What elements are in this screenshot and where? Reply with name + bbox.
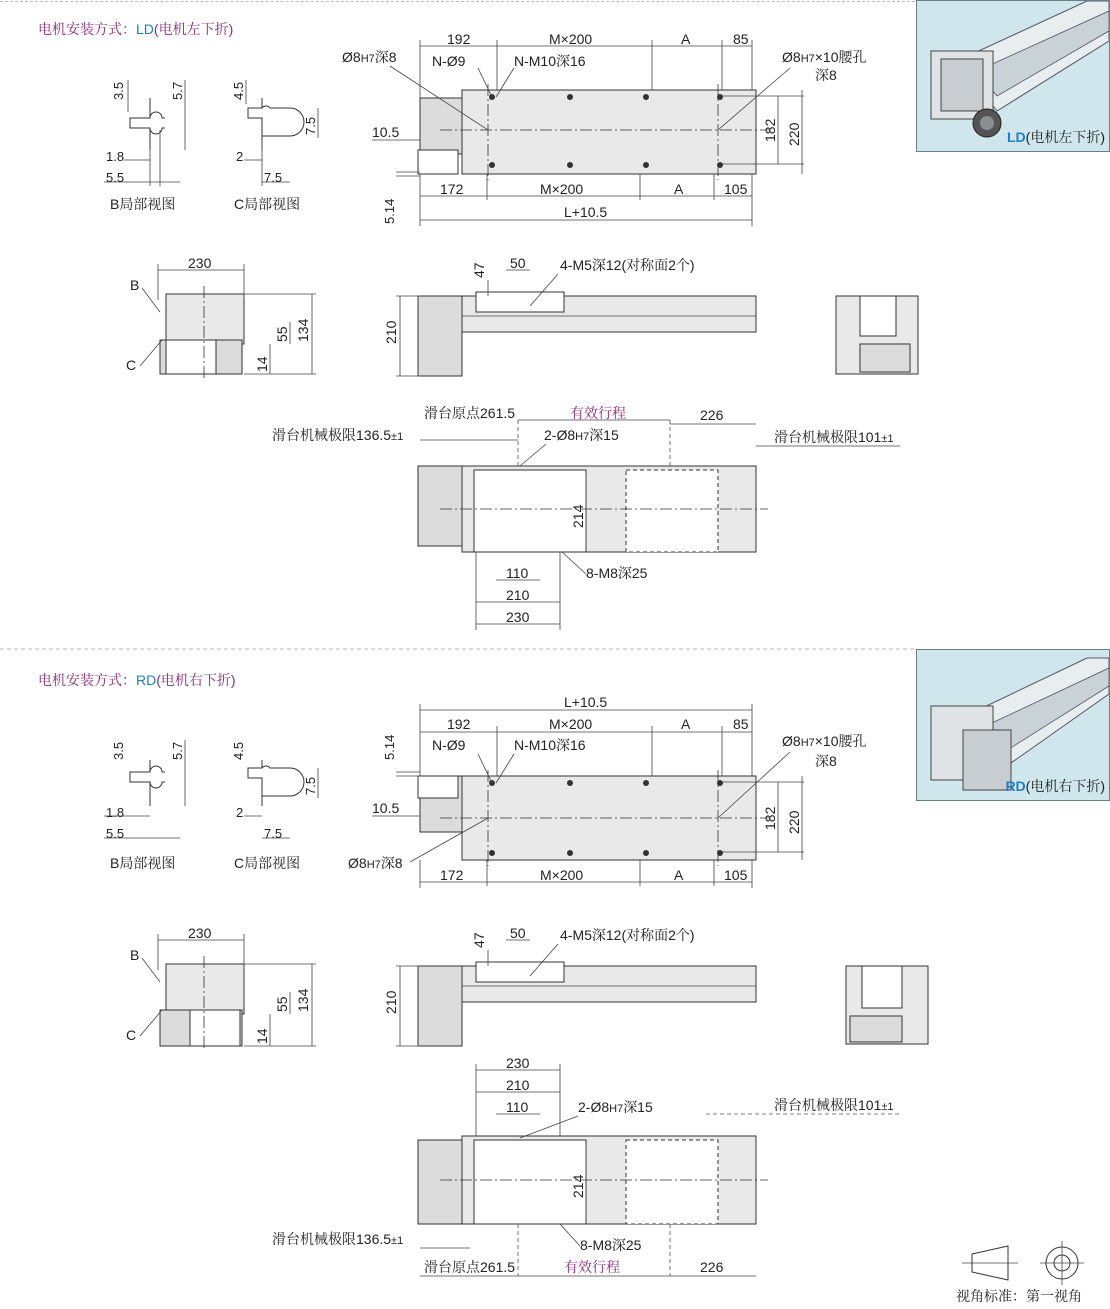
dim-85: 85 [733, 31, 749, 47]
dim-8m8-2: 8-M8深25 [580, 1237, 642, 1253]
side-view-rd [126, 925, 316, 1050]
dim-slot-hole-2: Ø8H7×10腰孔 [782, 733, 867, 749]
dim-55: 55 [274, 326, 290, 342]
label-c: C [126, 357, 137, 373]
dim-8m8: 8-M8深25 [586, 565, 648, 581]
dim-110-2: 110 [506, 1099, 529, 1115]
dim-5-14-2: 5.14 [382, 734, 397, 760]
dim-5-14: 5.14 [382, 198, 397, 224]
dim-230-stroke-2: 230 [506, 1055, 530, 1071]
top-view-ld [342, 31, 867, 226]
dim-134-2: 134 [295, 988, 311, 1012]
dim-5-5: 5.5 [106, 170, 125, 185]
dim-a: A [681, 31, 691, 47]
dim-47: 47 [471, 262, 487, 278]
dim-55-2: 55 [274, 996, 290, 1012]
label-c-2: C [126, 1027, 137, 1043]
projection-symbol [962, 1241, 1084, 1285]
dim-210-front-2: 210 [383, 990, 399, 1014]
dim-192: 192 [447, 31, 471, 47]
dim-7-5-vb: 7.5 [303, 776, 318, 795]
dim-limit-left: 滑台机械极限136.5±1 [272, 427, 404, 443]
dim-50-2: 50 [510, 925, 526, 941]
c-view-caption: C局部视图 [234, 196, 301, 212]
dim-7-5-v: 7.5 [303, 116, 318, 135]
dim-220-2: 220 [786, 810, 802, 834]
dim-a-b2: A [674, 867, 684, 883]
dim-l-plus: L+10.5 [564, 204, 608, 220]
dim-10-5: 10.5 [372, 124, 400, 140]
dim-n-phi9-2: N-Ø9 [432, 737, 466, 753]
label-b: B [130, 277, 140, 293]
product-photo-rd [916, 649, 1110, 801]
dim-2phi8-2: 2-Ø8H7深15 [578, 1099, 653, 1115]
projection-caption: 视角标准：第一视角 [956, 1288, 1082, 1304]
dim-a-b: A [674, 181, 684, 197]
stroke-view-ld [272, 405, 900, 630]
dim-110: 110 [506, 565, 529, 581]
dim-4-5: 4.5 [231, 81, 246, 100]
b-local-view-ld [104, 80, 185, 212]
b-view-caption: B局部视图 [110, 196, 176, 212]
dim-slot-depth-2: 深8 [815, 753, 837, 769]
dim-mx200-b2: M×200 [540, 867, 584, 883]
top-view-rd [348, 694, 867, 888]
dim-14-2: 14 [254, 1028, 270, 1044]
photo-caption-rd: RD(电机右下折) [1005, 778, 1105, 794]
dim-230-side: 230 [188, 255, 212, 271]
section-title-rd: 电机安装方式：RD(电机右下折) [38, 672, 236, 688]
dim-214-2: 214 [570, 1174, 586, 1198]
dim-5-7-b: 5.7 [170, 741, 185, 760]
dim-phi8-hole: Ø8H7深8 [342, 49, 397, 65]
dim-limit-right-2: 滑台机械极限101±1 [774, 1097, 894, 1113]
dim-origin-2: 滑台原点261.5 [424, 1259, 516, 1275]
dim-n-phi9: N-Ø9 [432, 53, 466, 69]
dim-3-5-b: 3.5 [111, 741, 126, 760]
dim-slot-depth: 深8 [815, 67, 837, 83]
dim-5-7: 5.7 [170, 81, 185, 100]
dim-slot-hole: Ø8H7×10腰孔 [782, 49, 867, 65]
dim-origin: 滑台原点261.5 [424, 405, 516, 421]
c-local-view-rd [231, 742, 318, 871]
dim-2phi8: 2-Ø8H7深15 [544, 427, 619, 443]
dim-2: 2 [236, 149, 244, 164]
dim-n-m10: N-M10深16 [514, 53, 586, 69]
dim-3-5: 3.5 [111, 81, 126, 100]
dim-105: 105 [724, 181, 748, 197]
dim-182: 182 [762, 118, 778, 142]
dim-210-stroke: 210 [506, 587, 530, 603]
dim-n-m10-2: N-M10深16 [514, 737, 586, 753]
front-view-ld [383, 255, 918, 376]
dim-192-2: 192 [447, 716, 471, 732]
c-view-caption-2: C局部视图 [234, 855, 301, 871]
dim-14: 14 [254, 356, 270, 372]
photo-caption-ld: LD(电机左下折) [1007, 129, 1105, 145]
dim-47-2: 47 [471, 932, 487, 948]
dim-50: 50 [510, 255, 526, 271]
dim-5-5-b: 5.5 [106, 826, 125, 841]
dim-10-5-2: 10.5 [372, 800, 400, 816]
dim-1-8-b: 1.8 [106, 805, 125, 820]
dim-4m5-2: 4-M5深12(对称面2个) [560, 927, 695, 943]
dim-134: 134 [295, 318, 311, 342]
dim-l-plus-2: L+10.5 [564, 694, 608, 710]
dim-limit-left-2: 滑台机械极限136.5±1 [272, 1231, 404, 1247]
dim-mx200: M×200 [549, 31, 593, 47]
dim-a-2: A [681, 716, 691, 732]
b-local-view-rd [104, 740, 185, 871]
dim-4m5: 4-M5深12(对称面2个) [560, 257, 695, 273]
dim-220: 220 [786, 122, 802, 146]
dim-230-stroke: 230 [506, 609, 530, 625]
side-view-ld [126, 255, 316, 380]
stroke-view-rd [272, 1055, 900, 1276]
dim-phi8-hole-2: Ø8H7深8 [348, 855, 403, 871]
dim-105-2: 105 [724, 867, 748, 883]
dim-7-5-hb: 7.5 [264, 826, 283, 841]
section-title-ld: 电机安装方式：LD(电机左下折) [38, 21, 234, 37]
dim-226-2: 226 [700, 1259, 724, 1275]
dim-7-5-h: 7.5 [264, 170, 283, 185]
dim-214: 214 [570, 504, 586, 528]
dim-182-2: 182 [762, 806, 778, 830]
dim-mx200-b: M×200 [540, 181, 584, 197]
dim-mx200-2: M×200 [549, 716, 593, 732]
dim-230-side-2: 230 [188, 925, 212, 941]
dim-stroke: 有效行程 [570, 405, 626, 421]
label-b-2: B [130, 947, 140, 963]
dim-stroke-2: 有效行程 [564, 1259, 620, 1275]
c-local-view-ld [231, 80, 318, 212]
dim-210-front: 210 [383, 320, 399, 344]
b-view-caption-2: B局部视图 [110, 855, 176, 871]
dim-limit-right: 滑台机械极限101±1 [774, 429, 894, 445]
dim-172-2: 172 [440, 867, 464, 883]
dim-172: 172 [440, 181, 464, 197]
front-view-rd [383, 925, 928, 1046]
dim-85-2: 85 [733, 716, 749, 732]
dim-226: 226 [700, 407, 724, 423]
dim-2-b: 2 [236, 805, 244, 820]
dim-210-stroke-2: 210 [506, 1077, 530, 1093]
dim-1-8: 1.8 [106, 149, 125, 164]
dim-4-5-b: 4.5 [231, 741, 246, 760]
